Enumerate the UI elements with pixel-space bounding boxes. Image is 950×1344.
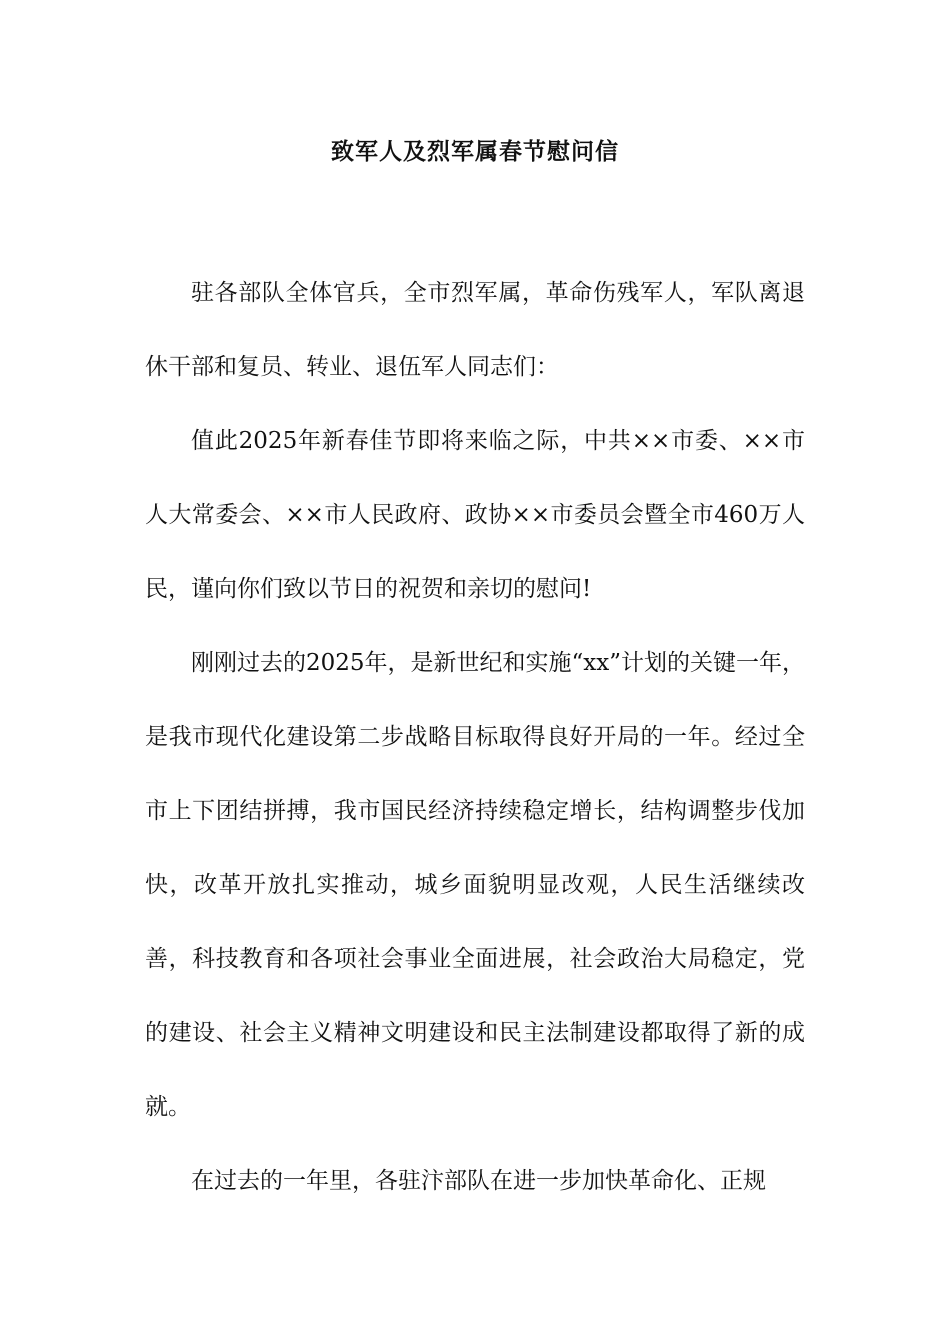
document-body [145, 256, 805, 1218]
paragraph-review: 刚刚过去的2025年，是新世纪和实施“xx”计划的关键一年，是我市现代化建设第二步战略目标取得良好开局的一年。经过全市上下团结拼搏，我市国民经济持续稳定增长，结构调整步伐加快，改革开放扎实推动，城乡面貌明显改观，人民生活继续改善，科技教育和各项社会事业全面进展，社会政治大局稳定，党的建设、社会主义精神文明建设和民主法制建设都取得了新的成就。 [145, 650, 805, 1120]
paragraph-greeting: 值此2025年新春佳节即将来临之际，中共××市委、××市人大常委会、××市人民政府、政协××市委员会暨全市460万人民，谨向你们致以节日的祝贺和亲切的慰问! [145, 428, 805, 602]
paragraph-salutation: 驻各部队全体官兵，全市烈军属，革命伤残军人，军队离退休干部和复员、转业、退伍军人同志们： [145, 280, 805, 380]
document-title: 致军人及烈军属春节慰问信 [331, 139, 619, 165]
paragraph-army-work: 在过去的一年里，各驻汴部队在进一步加快革命化、正规 [191, 1168, 766, 1194]
